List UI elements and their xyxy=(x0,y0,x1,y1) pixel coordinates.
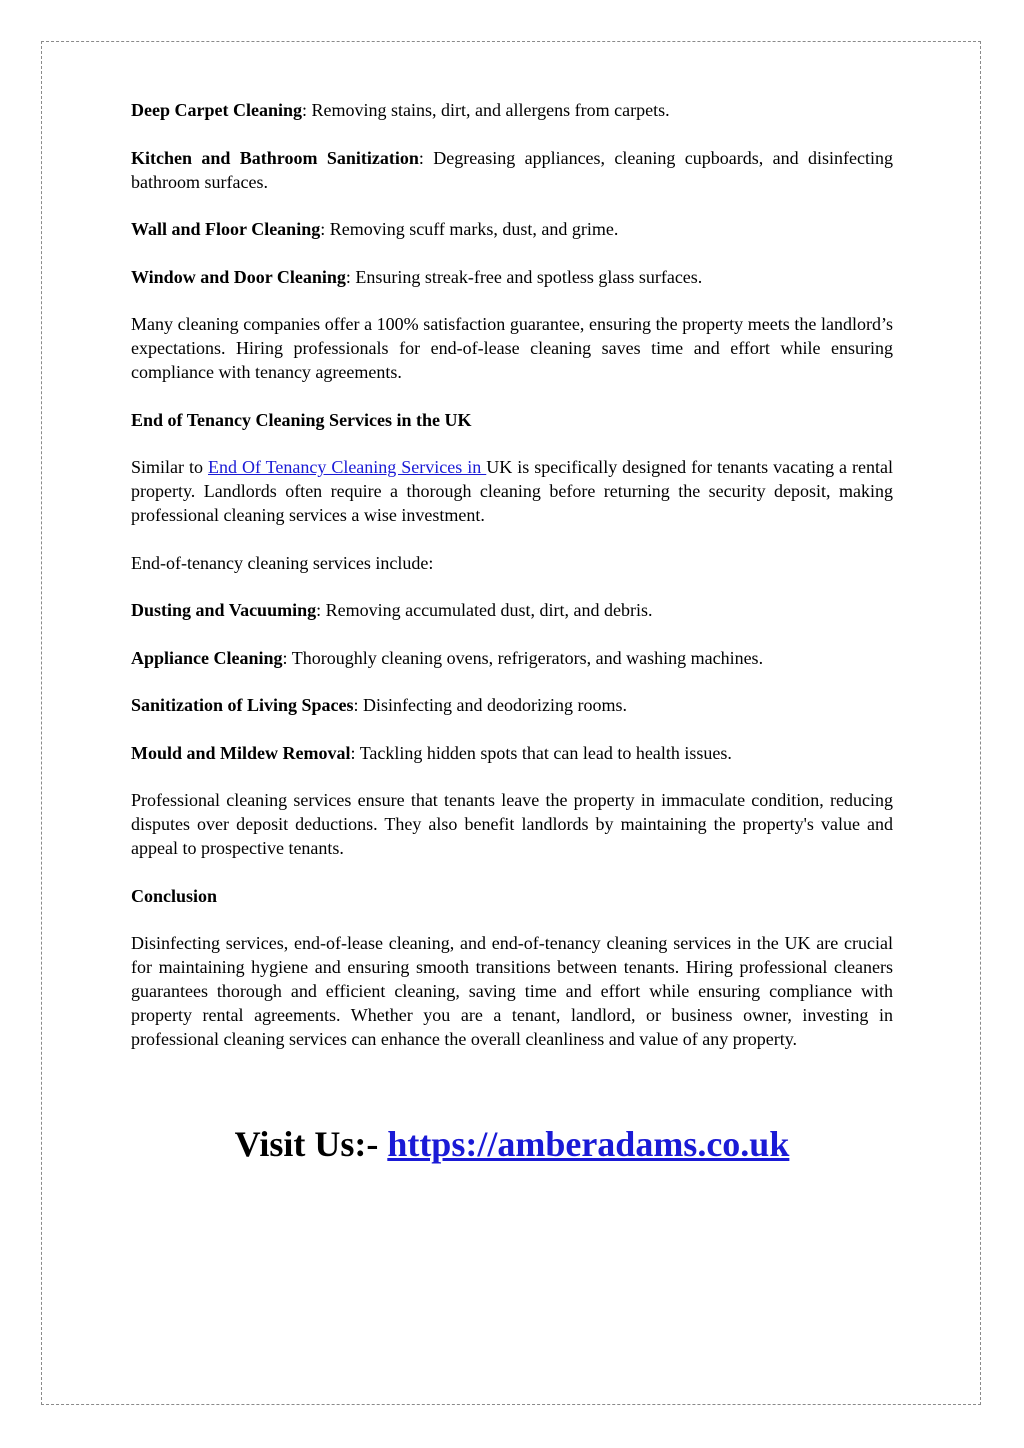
service-desc: : Tackling hidden spots that can lead to health issues. xyxy=(350,742,732,763)
paragraph-include: End-of-tenancy cleaning services include: xyxy=(131,552,434,573)
service-item-appliance xyxy=(131,646,893,670)
service-desc: : Removing stains, dirt, and allergens from carpets. xyxy=(301,100,670,120)
service-term: Deep Carpet Cleaning xyxy=(131,100,302,120)
service-item-kitchen-bathroom xyxy=(131,146,893,194)
service-term: Appliance Cleaning xyxy=(131,647,283,668)
service-desc: : Ensuring streak-free and spotless glass surfaces. xyxy=(345,266,703,287)
service-term: Window and Door Cleaning xyxy=(131,266,346,287)
service-desc: : Disinfecting and deodorizing rooms. xyxy=(353,695,627,715)
paragraph-text: Similar to xyxy=(131,457,208,477)
service-term: Kitchen and Bathroom Sanitization xyxy=(131,147,419,168)
service-desc: : Degreasing appliances, cleaning cupboards, and disinfecting bathroom surfaces. xyxy=(131,147,894,192)
heading-text: Conclusion xyxy=(131,885,218,906)
service-item-dusting xyxy=(131,598,893,622)
paragraph-text: UK is specifically designed for tenants vacating a rental property. Landlords often require a thorough cleaning before returning the security deposit, making professional cleaning services a wise investment. xyxy=(131,457,894,525)
paragraph-guarantee: Many cleaning companies offer a 100% satisfaction guarantee, ensuring the property meets the landlord’s expectations. Hiring professionals for end-of-lease cleaning saves time and effort while ensuring compliance with tenancy agreements. xyxy=(131,314,893,382)
paragraph-professional: Professional cleaning services ensure that tenants leave the property in immaculate condition, reducing disputes over deposit deductions. They also benefit landlords by maintaining the property's value and appeal to prospective tenants. xyxy=(131,790,893,858)
service-item-sanitization xyxy=(131,693,893,717)
service-term: Dusting and Vacuuming xyxy=(131,600,317,620)
service-desc: : Removing scuff marks, dust, and grime. xyxy=(320,219,619,239)
service-item-wall-floor xyxy=(131,217,893,241)
section-heading-conclusion xyxy=(131,884,893,908)
tenancy-cleaning-link[interactable]: End Of Tenancy Cleaning Services in xyxy=(207,457,487,477)
service-term: Wall and Floor Cleaning xyxy=(131,219,321,239)
paragraph-conclusion: Disinfecting services, end-of-lease cleaning, and end-of-tenancy cleaning services in the UK are crucial for maintaining hygiene and ensuring smooth transitions between tenants. Hiring professional cleaners guarantees thorough and efficient cleaning, saving time and effort while ensuring compliance with property rental agreements. Whether you are a tenant, landlord, or business owner, investing in professional cleaning services can enhance the overall cleanliness and value of any property. xyxy=(131,933,893,1049)
visit-us-line xyxy=(0,1120,1024,1168)
service-item-window-door xyxy=(131,265,893,289)
heading-text: End of Tenancy Cleaning Services in the UK xyxy=(131,409,472,430)
service-term: Sanitization of Living Spaces xyxy=(131,695,354,715)
document-body xyxy=(131,98,893,1051)
service-desc: : Removing accumulated dust, dirt, and debris. xyxy=(316,600,653,620)
section-heading-tenancy xyxy=(131,408,893,432)
service-term: Mould and Mildew Removal xyxy=(131,742,351,763)
visit-label: Visit Us:- xyxy=(234,1124,388,1164)
website-link[interactable]: https://amberadams.co.uk xyxy=(387,1124,790,1164)
service-item-deep-carpet xyxy=(131,98,893,122)
paragraph-similar xyxy=(131,455,893,527)
service-desc: : Thoroughly cleaning ovens, refrigerators, and washing machines. xyxy=(282,647,764,668)
service-item-mould xyxy=(131,741,893,765)
